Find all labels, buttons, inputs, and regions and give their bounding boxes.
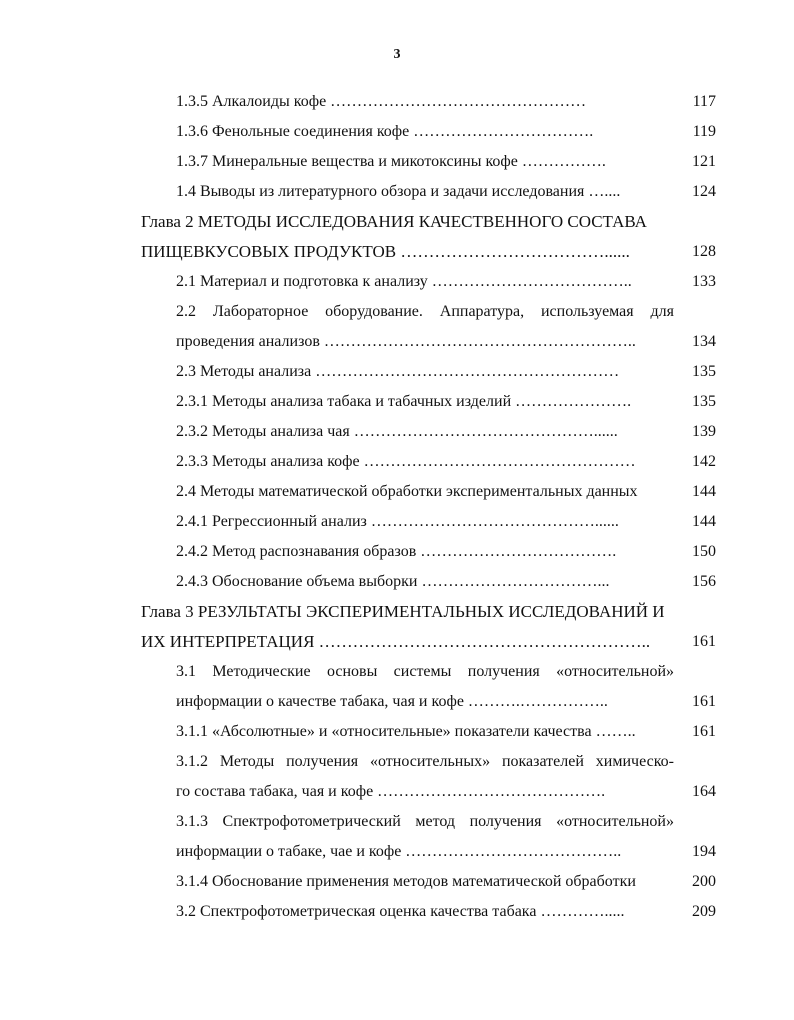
toc-entry-text: 1.3.7 Минеральные вещества и микотоксины кофе …………….	[176, 153, 606, 170]
toc-entry-text: 2.3 Методы анализа …………………………………………………	[176, 363, 620, 380]
toc-entry-text: 1.4 Выводы из литературного обзора и задачи исследования …....	[176, 183, 621, 200]
toc-entry-page: 119	[692, 123, 716, 140]
toc-entry-text: ПИЩЕВКУСОВЫХ ПРОДУКТОВ ………………………………......	[141, 242, 630, 261]
toc-entry-text: проведения анализов …………………………………………………..	[176, 333, 636, 350]
toc-entry-page: 128	[692, 243, 716, 260]
toc-entry-text: 3.1.2 Методы получения «относительных» показателей химическо-	[176, 753, 674, 770]
toc-entry-page: 144	[692, 513, 716, 530]
toc-entry-text: ИХ ИНТЕРПРЕТАЦИЯ …………………………………………………..	[141, 632, 651, 651]
toc-entry-page: 134	[692, 333, 716, 350]
toc-entry-page: 194	[692, 843, 716, 860]
toc-entry-text: 2.3.2 Методы анализа чая ………………………………………......	[176, 423, 618, 440]
toc-entry-page: 121	[692, 153, 716, 170]
toc-entry-text: 3.1.3 Спектрофотометрический метод получения «относительной»	[176, 813, 674, 830]
toc-entry-page: 161	[692, 633, 716, 650]
toc-entry-text: 2.4 Методы математической обработки экспериментальных данных	[176, 483, 638, 500]
toc-entry-page: 156	[692, 573, 716, 590]
toc-entry-text: 2.3.3 Методы анализа кофе ……………………………………………	[176, 453, 636, 470]
page-number: 3	[393, 47, 401, 62]
toc-entry-text: 2.4.1 Регрессионный анализ ……………………………………......	[176, 513, 619, 530]
toc-entry-page: 133	[692, 273, 716, 290]
toc-entry-page: 161	[692, 693, 716, 710]
toc-entry-page: 117	[692, 93, 716, 110]
toc-chapter-heading: Глава 3 РЕЗУЛЬТАТЫ ЭКСПЕРИМЕНТАЛЬНЫХ ИССЛЕДОВАНИЙ И	[141, 602, 665, 621]
toc-entry-text: 3.1.4 Обоснование применения методов математической обработки	[176, 873, 636, 890]
toc-entry-page: 142	[692, 453, 716, 470]
toc-entry-text: 2.3.1 Методы анализа табака и табачных изделий ………………….	[176, 393, 632, 410]
toc-entry-text: 3.1.1 «Абсолютные» и «относительные» показатели качества ……..	[176, 723, 636, 740]
toc-entry-text: информации о табаке, чае и кофе …………………………………..	[176, 843, 622, 860]
toc-entry-text: 2.2 Лабораторное оборудование. Аппаратура, используемая для	[176, 303, 674, 320]
toc-entry-page: 135	[692, 363, 716, 380]
toc-entry-text: 2.1 Материал и подготовка к анализу ………………………………..	[176, 273, 632, 290]
toc-entry-page: 200	[692, 873, 716, 890]
toc-entry-text: 1.3.5 Алкалоиды кофе …………………………………………	[176, 93, 587, 110]
toc-entry-text: 1.3.6 Фенольные соединения кофе …………………………….	[176, 123, 594, 140]
toc-entry-page: 209	[692, 903, 716, 920]
toc-entry-text: информации о качестве табака, чая и кофе ……….……………..	[176, 693, 608, 710]
toc-chapter-heading: Глава 2 МЕТОДЫ ИССЛЕДОВАНИЯ КАЧЕСТВЕННОГО СОСТАВА	[141, 212, 647, 231]
toc-entry-page: 135	[692, 393, 716, 410]
toc-entry-text: го состава табака, чая и кофе …………………………………….	[176, 783, 606, 800]
toc-entry-page: 139	[692, 423, 716, 440]
toc-entry-page: 164	[692, 783, 716, 800]
toc-entry-page: 150	[692, 543, 716, 560]
toc-entry-page: 124	[692, 183, 716, 200]
toc-entry-page: 144	[692, 483, 716, 500]
toc-entry-text: 2.4.3 Обоснование объема выборки ……………………………...	[176, 573, 610, 590]
toc-entry-page: 161	[692, 723, 716, 740]
toc-entry-text: 3.1 Методические основы системы получения «относительной»	[176, 663, 674, 680]
toc-entry-text: 3.2 Спектрофотометрическая оценка качества табака ………….....	[176, 903, 625, 920]
toc-entry-text: 2.4.2 Метод распознавания образов ……………………………….	[176, 543, 617, 560]
